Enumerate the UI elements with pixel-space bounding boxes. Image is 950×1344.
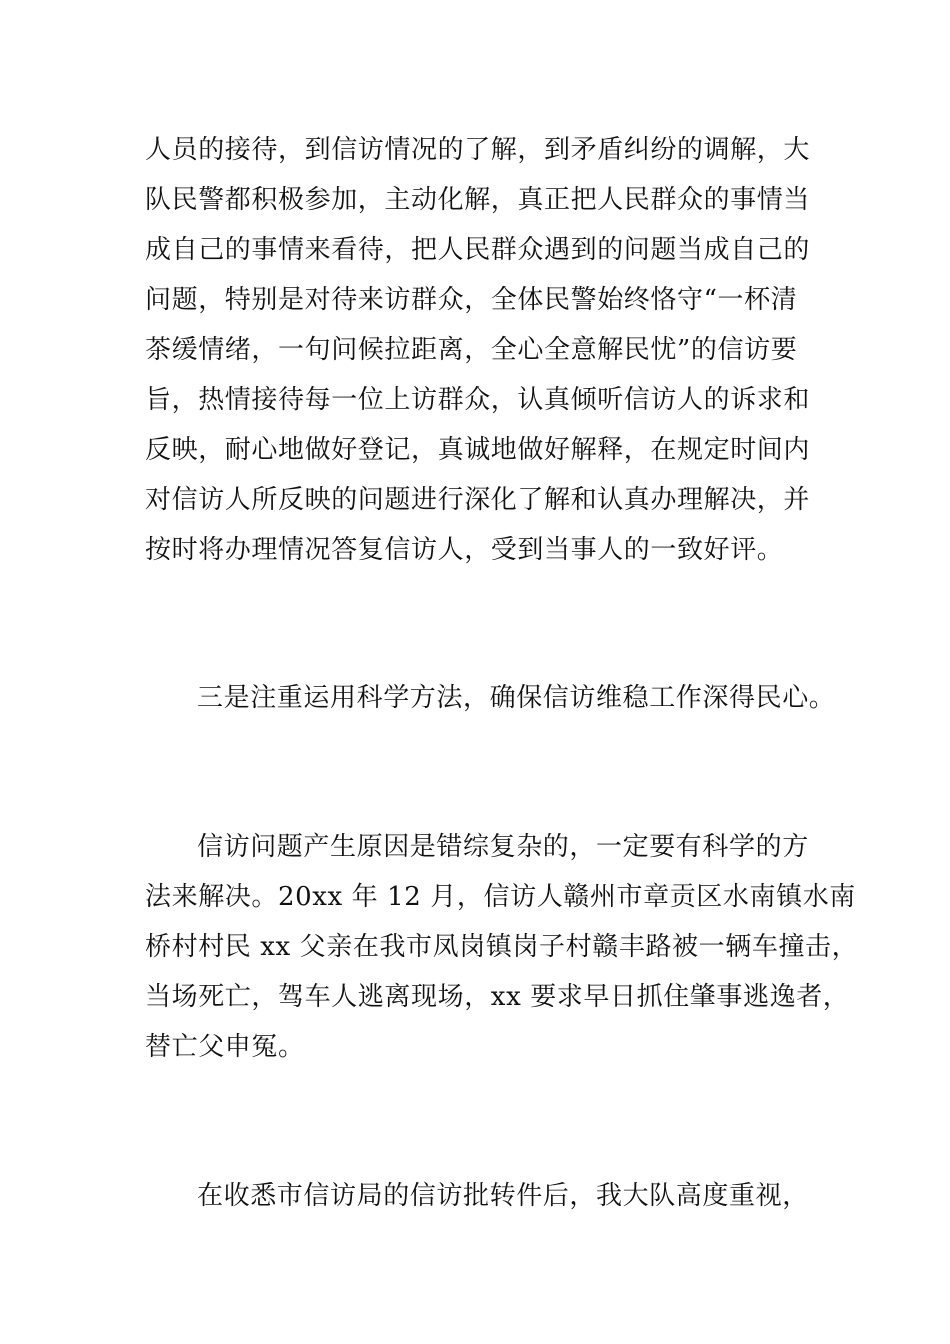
paragraph-line: 旨，热情接待每一位上访群众，认真倾听信访人的诉求和: [145, 385, 811, 415]
paragraph-line: 成自己的事情来看待，把人民群众遇到的问题当成自己的: [145, 235, 811, 265]
paragraph-line: 当场死亡，驾车人逃离现场，xx 要求早日抓住肇事逃逸者，: [145, 982, 850, 1012]
paragraph-line: 反映，耐心地做好登记，真诚地做好解释，在规定时间内: [145, 435, 811, 465]
paragraph-line: 信访问题产生原因是错综复杂的，一定要有科学的方: [197, 832, 809, 862]
paragraph-line: 替亡父申冤。: [145, 1032, 305, 1062]
section-heading: 三是注重运用科学方法，确保信访维稳工作深得民心。: [197, 683, 836, 713]
paragraph-line: 对信访人所反映的问题进行深化了解和认真办理解决，并: [145, 485, 811, 515]
paragraph-line: 茶缓情绪，一句问候拉距离，全心全意解民忧”的信访要: [145, 335, 798, 365]
paragraph-line: 桥村村民 xx 父亲在我市凤岗镇岗子村赣丰路被一辆车撞击，: [145, 932, 859, 962]
paragraph-line: 在收悉市信访局的信访批转件后，我大队高度重视，: [197, 1181, 809, 1211]
paragraph-line: 问题，特别是对待来访群众，全体民警始终恪守“一杯清: [145, 285, 798, 315]
paragraph-line: 队民警都积极参加，主动化解，真正把人民群众的事情当: [145, 185, 811, 215]
paragraph-line: 按时将办理情况答复信访人，受到当事人的一致好评。: [145, 535, 784, 565]
paragraph-line: 法来解决。20xx 年 12 月，信访人赣州市章贡区水南镇水南: [145, 882, 856, 912]
paragraph-line: 人员的接待，到信访情况的了解，到矛盾纠纷的调解，大: [145, 135, 811, 165]
